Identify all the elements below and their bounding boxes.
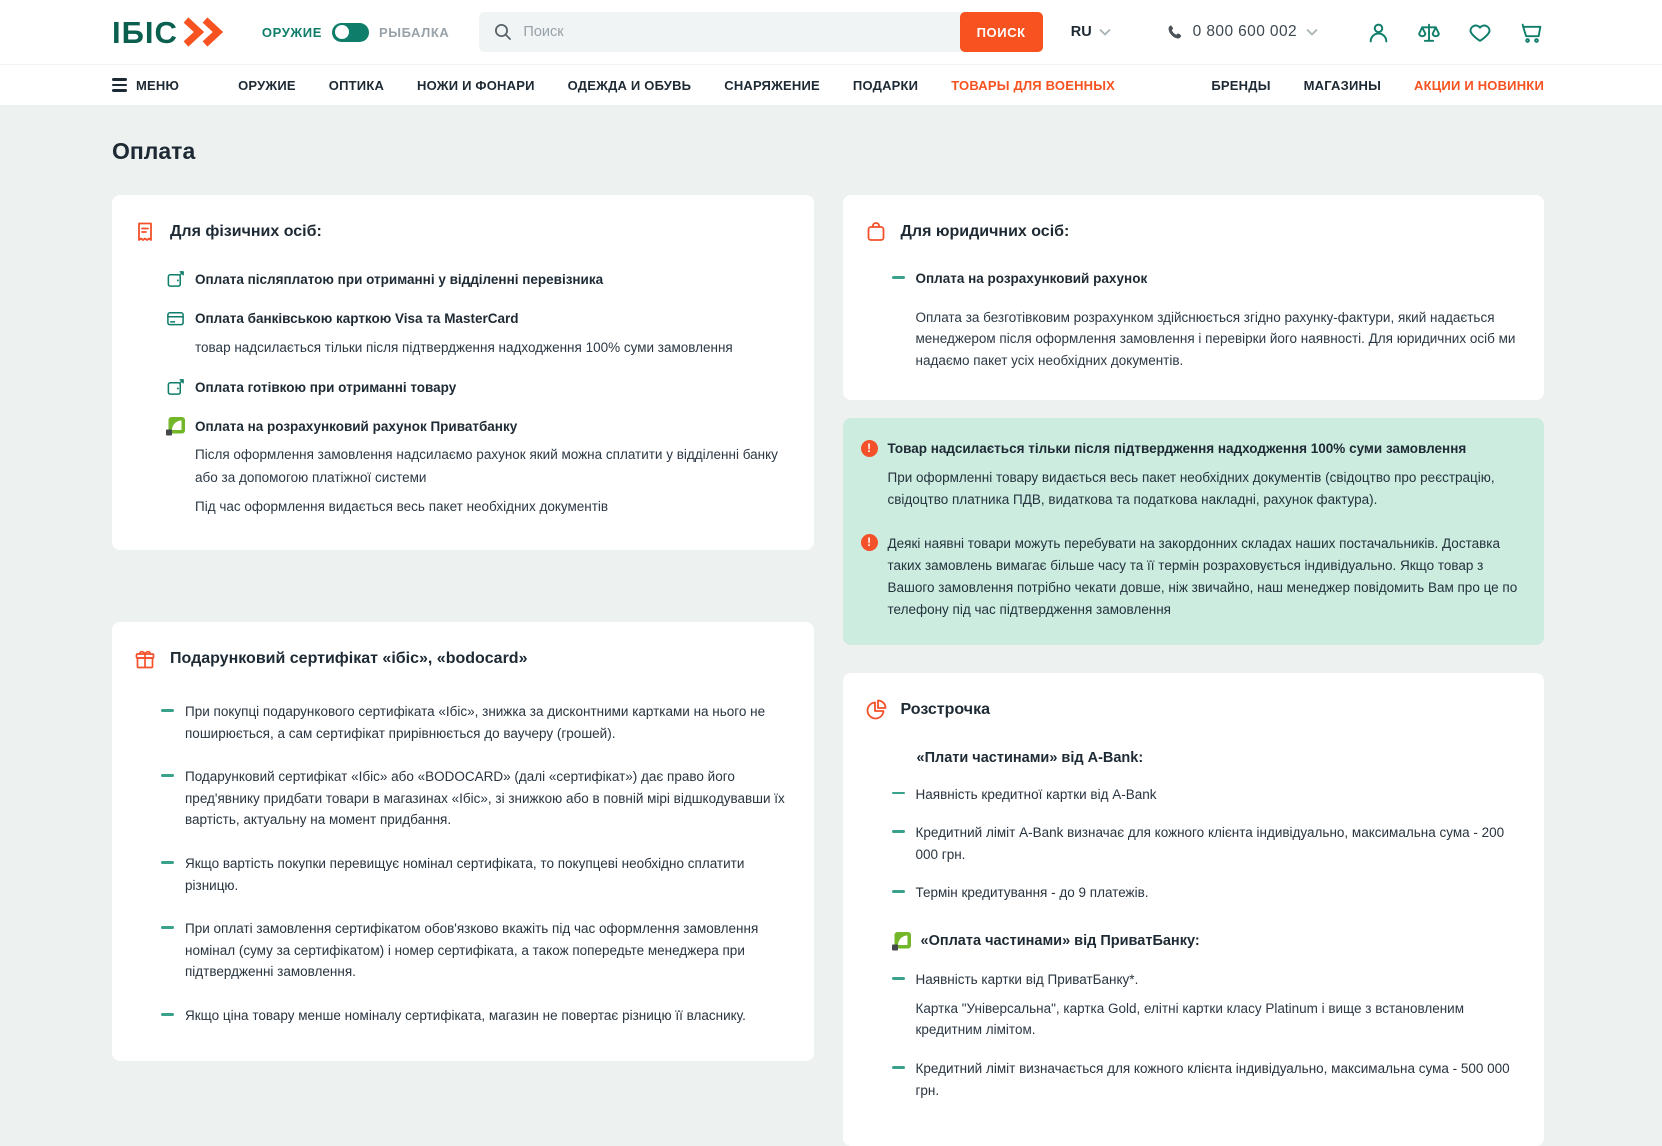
main-nav [0,64,1662,105]
pie-chart-icon [864,698,888,722]
item-text: Кредитний ліміт A-Bank визначає для кожного клієнта індивідуально, максимальна сума - 200 000 грн. [915,825,1505,862]
dash-bullet-icon [892,830,905,833]
notice-box [843,418,1545,644]
logo-arrow-icon [182,16,224,48]
page-title: Оплата [112,138,196,164]
list-item [161,701,786,744]
privat-subheading: «Оплата частинами» від ПриватБанку: [920,933,1200,950]
item-title: Оплата післяплатою при отриманні у відділенні перевізника [195,272,604,287]
category-toggle-switch[interactable] [332,23,369,42]
nav-link-optics[interactable]: ОПТИКА [328,77,385,93]
item-text: Кредитний ліміт визначається для кожного клієнта індивідуально, максимальна сума - 500 000 грн. [915,1061,1510,1098]
search-bar [479,12,1042,52]
exclamation-icon: ! [861,534,878,551]
chevron-down-icon [1099,28,1111,36]
item-text: Наявність кредитної картки від A-Bank [915,786,1157,802]
list-item [892,784,1517,806]
compare-scales-icon[interactable] [1416,20,1442,45]
item-note: Картка "Універсальна", картка Gold, елітні картки класу Platinum і вище з встановленим кредитним лімітом. [915,1000,1465,1038]
nav-link-clothes[interactable]: ОДЕЖДА И ОБУВЬ [567,77,692,93]
list-item [892,268,1517,290]
dash-bullet-icon [161,926,174,929]
notice-body: Деякі наявні товари можуть перебувати на закордонних складах наших постачальників. Доставка таких замовлень вимагає більше часу та її термін розраховується індивідуально. Якщо товар з Вашого замовлення потрібно чекати довше, ніж звичайно, наш менеджер повідомить Вам про це по телефону під час підтвердження замовлення [887,536,1518,617]
dash-bullet-icon [161,709,174,712]
item-text: При оплаті замовлення сертифікатом обов'язково вкажіть під час оформлення замовлення номінал (суму за сертифікатом) і номер сертифіката, а також попередьте менеджера при підтвердженні замовлення. [185,921,759,980]
dash-bullet-icon [892,1066,905,1069]
account-icon[interactable] [1366,20,1391,45]
menu-button[interactable] [112,78,179,93]
toggle-label-weapons[interactable]: ОРУЖИЕ [261,24,322,40]
header-actions [1366,20,1544,45]
toggle-label-fishing[interactable]: РЫБАЛКА [378,24,450,40]
abank-subheading-row [917,750,1517,766]
list-item [161,853,786,896]
nav-link-military[interactable]: ТОВАРЫ ДЛЯ ВОЕННЫХ [951,77,1116,93]
privatbank-logo-icon [892,932,911,951]
briefcase-icon [864,220,888,244]
gift-icon [133,647,157,671]
exclamation-icon: ! [861,440,878,457]
site-header [0,0,1662,64]
item-note: Під час оформлення видається весь пакет необхідних документів [195,498,609,514]
list-item [161,918,786,983]
dash-bullet-icon [892,276,905,279]
item-text: При покупці подарункового сертифіката «Ібіс», знижка за дисконтними картками на нього не поширюється, а сам сертифікат прирівнюється до ваучеру (грошей). [185,704,766,741]
legal-entities-card [843,195,1545,400]
receipt-icon [133,220,157,244]
nav-link-knives[interactable]: НОЖИ И ФОНАРИ [417,77,535,93]
list-item [161,766,786,831]
item-text: Термін кредитування - до 9 платежів. [915,885,1149,901]
nav-link-gear[interactable]: СНАРЯЖЕНИЕ [724,77,820,93]
certificate-heading: Подарунковий сертифікат «ібіс», «bodocard» [170,650,528,668]
menu-label: МЕНЮ [136,77,180,93]
phone-block[interactable] [1165,23,1318,42]
payment-page [0,105,1662,1146]
list-item [166,417,786,518]
item-title: Оплата готівкою при отриманні товару [195,379,457,395]
list-item [892,1058,1517,1101]
language-value: RU [1070,24,1092,40]
notice-title: Товар надсилається тільки після підтвердження надходження 100% суми замовлення [887,441,1467,457]
nav-link-weapons[interactable]: ОРУЖИЕ [238,77,296,93]
item-text: Якщо ціна товару менше номіналу сертифіката, магазин не повертає різницю її власнику. [185,1008,746,1023]
item-note: товар надсилається тільки після підтвердження надходження 100% суми замовлення [195,339,733,355]
installment-heading: Розстрочка [900,700,990,718]
phone-number: 0 800 600 002 [1192,23,1297,40]
list-item [166,378,786,398]
item-title: Оплата на розрахунковий рахунок Приватбанку [195,419,518,435]
legal-body: Оплата за безготівковим розрахунком здійснюється згідно рахунку-фактури, який надається менеджером після оформлення замовлення і перевірки його наявності. Для юридичних осіб ми надаємо пакет усіх необхідних документів. [915,309,1516,369]
wallet-arrow-icon [166,270,185,290]
notice-item [861,533,1519,620]
list-item [892,882,1517,904]
phone-icon [1165,23,1184,42]
favorites-heart-icon[interactable] [1467,20,1493,45]
credit-card-icon [166,309,185,359]
nav-link-stores[interactable]: МАГАЗИНЫ [1303,77,1382,93]
dash-bullet-icon [161,774,174,777]
installment-card [843,673,1545,1146]
item-text: Подарунковий сертифікат «Ібіс» або «BODOCARD» (далі «сертифікат») дає право його пред'явнику придбати товари в магазинах «Ібіс», зі знижкою або в повній мірі відшкодувавши їх вартість, актуальну на момент придбання. [185,769,785,828]
item-title: Оплата банківською карткою Visa та MasterCard [195,311,519,327]
cart-icon[interactable] [1518,20,1544,45]
list-item [166,309,786,359]
language-selector[interactable] [1071,24,1111,40]
individuals-card [112,195,814,550]
privat-subheading-row [892,932,1517,951]
notice-body: При оформленні товару видається весь пакет необхідних документів (свідоцтво про реєстрацію, свідоцтво платника ПДВ, видаткова та податкова накладні, рахунок фактура). [887,470,1495,508]
logo-text: ІБІС [112,14,178,50]
item-note: Після оформлення замовлення надсилаємо рахунок який можна сплатити у відділенні банку або за допомогою платіжної системи [195,447,778,485]
search-input[interactable] [523,24,959,40]
dash-bullet-icon [161,1013,174,1016]
item-title: Оплата на розрахунковий рахунок [915,271,1148,286]
nav-link-brands[interactable]: БРЕНДЫ [1211,77,1271,93]
search-icon [493,22,513,42]
hamburger-icon [112,78,127,91]
list-item [892,969,1517,1041]
chevron-down-icon [1306,28,1318,36]
dash-bullet-icon [892,890,905,893]
list-item [166,270,786,290]
dash-bullet-icon [892,977,905,980]
gift-certificate-card [112,622,814,1061]
legal-heading: Для юридичних осіб: [900,223,1070,240]
list-item [161,1005,786,1027]
nav-link-promo[interactable]: АКЦИИ И НОВИНКИ [1414,77,1544,93]
abank-subheading: «Плати частинами» від A-Bank: [916,749,1144,766]
dash-bullet-icon [161,861,174,864]
privatbank-logo-icon [166,417,185,518]
nav-link-gifts[interactable]: ПОДАРКИ [852,77,919,93]
list-item [892,822,1517,865]
logo[interactable] [112,16,224,48]
category-mode-toggle [262,23,450,42]
individuals-heading: Для фізичних осіб: [170,223,322,240]
dash-bullet-icon [892,792,905,795]
notice-item [861,439,1519,511]
item-text: Якщо вартість покупки перевищує номінал сертифіката, то покупцеві необхідно сплатити різницю. [185,856,745,893]
toggle-knob [335,25,349,39]
wallet-arrow-icon [166,378,185,398]
item-title: Наявність картки від ПриватБанку*. [915,971,1139,987]
search-button[interactable]: ПОИСК [960,12,1043,52]
